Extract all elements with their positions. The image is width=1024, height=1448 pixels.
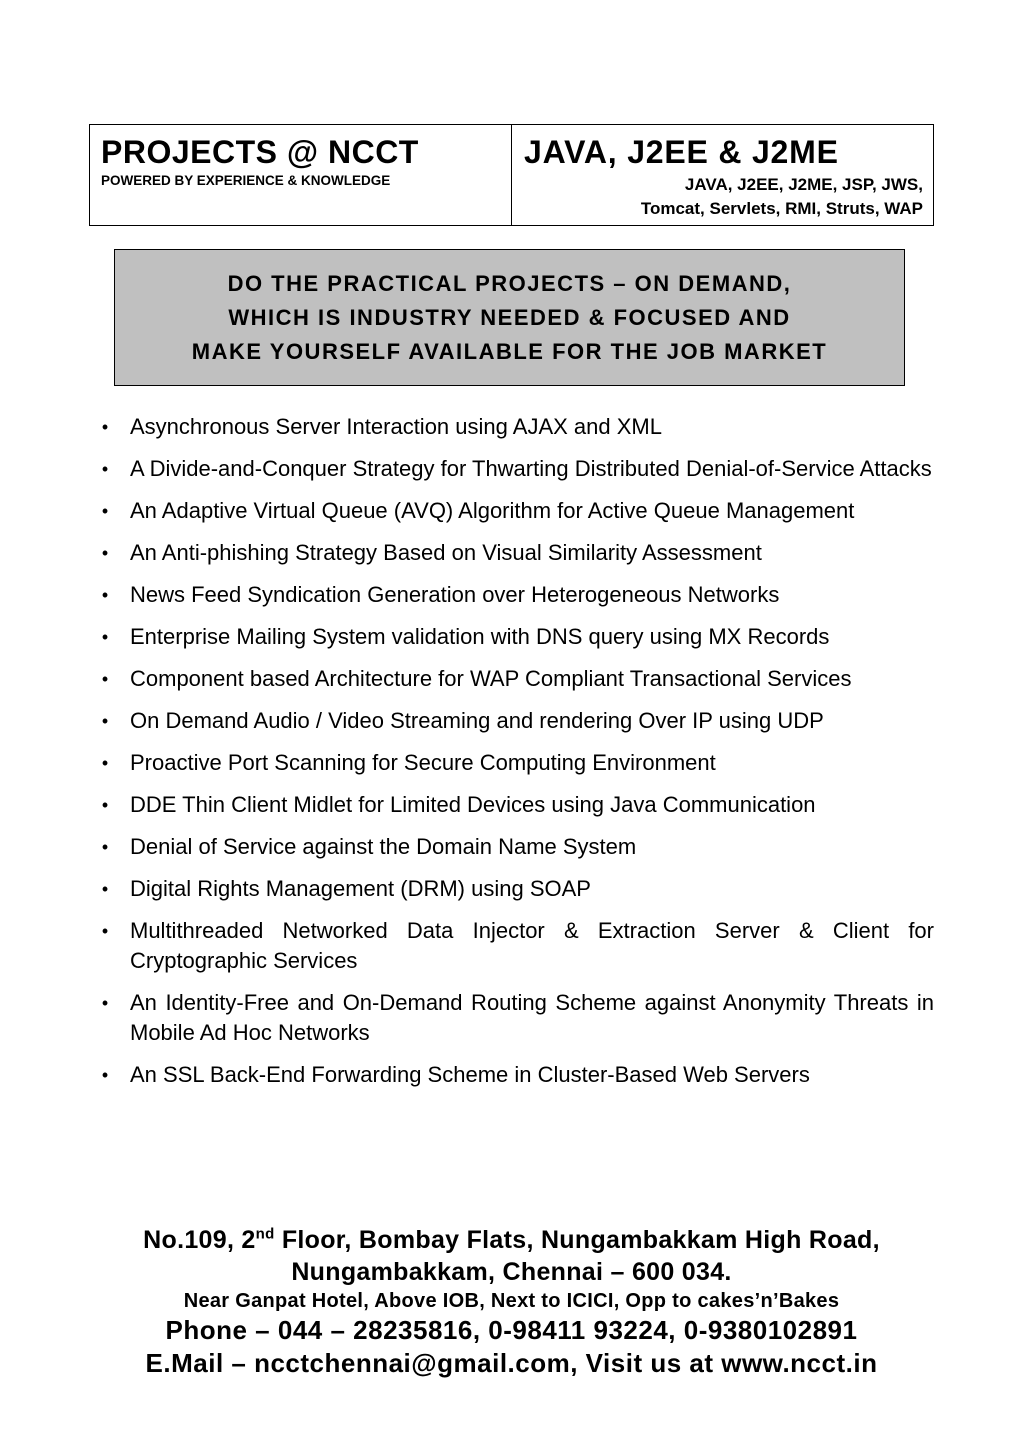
address-line-1	[89, 1224, 934, 1256]
bullet-icon: •	[101, 585, 109, 605]
project-title: An Identity-Free and On-Demand Routing Scheme against Anonymity Threats in Mobile Ad Hoc Networks	[130, 990, 934, 1045]
technology-list-line2: Tomcat, Servlets, RMI, Struts, WAP	[640, 199, 923, 218]
bullet-icon: •	[101, 459, 109, 479]
project-item	[98, 622, 934, 652]
project-title: Denial of Service against the Domain Name System	[130, 834, 637, 859]
brand-title: PROJECTS @ NCCT	[101, 134, 419, 170]
project-title: Component based Architecture for WAP Compliant Transactional Services	[130, 666, 852, 691]
project-item	[98, 790, 934, 820]
promo-banner	[114, 249, 905, 386]
bullet-icon: •	[101, 753, 109, 773]
technology-list	[524, 173, 923, 221]
brand-tagline: POWERED BY EXPERIENCE & KNOWLEDGE	[101, 173, 391, 188]
project-item	[98, 832, 934, 862]
bullet-icon: •	[101, 417, 109, 437]
banner-line-1: DO THE PRACTICAL PROJECTS – ON DEMAND,	[227, 270, 792, 296]
bullet-icon: •	[101, 837, 109, 857]
project-item	[98, 916, 934, 976]
landmark-line: Near Ganpat Hotel, Above IOB, Next to ICICI, Opp to cakes’n’Bakes	[183, 1290, 840, 1312]
bullet-icon: •	[101, 501, 109, 521]
project-item	[98, 874, 934, 904]
project-title: Proactive Port Scanning for Secure Computing Environment	[130, 750, 716, 775]
bullet-icon: •	[101, 879, 109, 899]
technology-cell	[512, 125, 933, 225]
project-title: Digital Rights Management (DRM) using SOAP	[130, 876, 591, 901]
project-title: An Anti-phishing Strategy Based on Visual Similarity Assessment	[130, 540, 762, 565]
technology-title: JAVA, J2EE & J2ME	[524, 134, 839, 170]
project-item	[98, 412, 934, 442]
project-item	[98, 496, 934, 526]
project-title: A Divide-and-Conquer Strategy for Thwarting Distributed Denial-of-Service Attacks	[130, 456, 932, 481]
technology-list-line1: JAVA, J2EE, J2ME, JSP, JWS,	[684, 175, 923, 194]
bullet-icon: •	[101, 669, 109, 689]
project-item	[98, 538, 934, 568]
bullet-icon: •	[101, 1065, 109, 1085]
email-web-line: E.Mail – ncctchennai@gmail.com, Visit us at www.ncct.in	[145, 1348, 878, 1378]
project-title: An SSL Back-End Forwarding Scheme in Cluster-Based Web Servers	[130, 1062, 810, 1087]
project-item	[98, 1060, 934, 1090]
bullet-icon: •	[101, 627, 109, 647]
address-prefix: No.109, 2	[143, 1226, 256, 1254]
project-item	[98, 664, 934, 694]
project-title: DDE Thin Client Midlet for Limited Devices using Java Communication	[130, 792, 816, 817]
bullet-icon: •	[101, 993, 109, 1013]
banner-line-3: MAKE YOURSELF AVAILABLE FOR THE JOB MARKET	[191, 338, 828, 364]
project-title: Enterprise Mailing System validation with DNS query using MX Records	[130, 624, 830, 649]
brand-cell	[90, 125, 512, 225]
bullet-icon: •	[101, 795, 109, 815]
project-title: An Adaptive Virtual Queue (AVQ) Algorithm for Active Queue Management	[130, 498, 855, 523]
project-item	[98, 748, 934, 778]
address-suffix: Floor, Bombay Flats, Nungambakkam High Road,	[274, 1226, 880, 1254]
project-title: News Feed Syndication Generation over Heterogeneous Networks	[130, 582, 780, 607]
project-item	[98, 454, 934, 484]
phone-line: Phone – 044 – 28235816, 0-98411 93224, 0-9380102891	[165, 1315, 858, 1345]
address-superscript: nd	[255, 1225, 275, 1243]
contact-block	[89, 1224, 934, 1380]
project-item	[98, 988, 934, 1048]
project-title: Multithreaded Networked Data Injector & Extraction Server & Client for Cryptographic Services	[130, 918, 934, 973]
address-line-2: Nungambakkam, Chennai – 600 034.	[291, 1258, 732, 1286]
project-title: Asynchronous Server Interaction using AJAX and XML	[130, 414, 662, 439]
bullet-icon: •	[101, 543, 109, 563]
project-item	[98, 706, 934, 736]
project-list	[98, 412, 934, 1102]
project-item	[98, 580, 934, 610]
bullet-icon: •	[101, 711, 109, 731]
banner-line-2: WHICH IS INDUSTRY NEEDED & FOCUSED AND	[228, 304, 791, 330]
bullet-icon: •	[101, 921, 109, 941]
header-table	[89, 124, 934, 226]
project-title: On Demand Audio / Video Streaming and rendering Over IP using UDP	[130, 708, 824, 733]
